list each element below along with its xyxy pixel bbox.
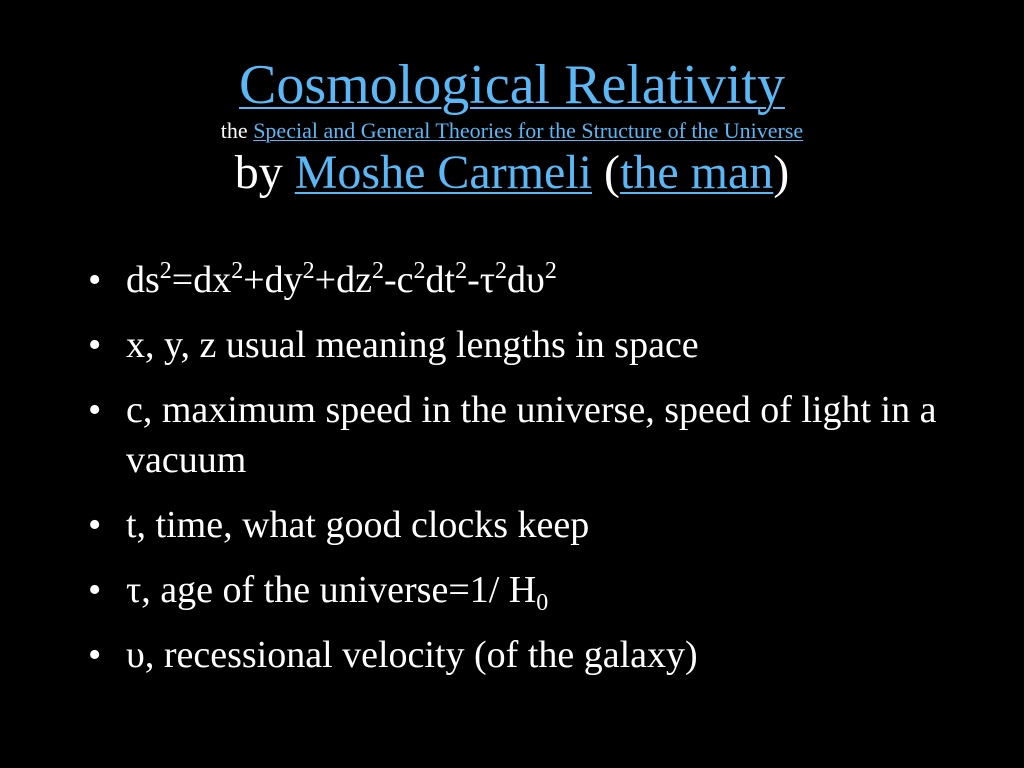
list-item — [84, 320, 964, 370]
hubble-subscript: 0 — [536, 590, 549, 616]
bullet-text: c, maximum speed in the universe, speed of light in a vacuum — [126, 389, 937, 481]
bullet-text: t, time, what good clocks keep — [126, 504, 590, 546]
bullet-icon: • — [88, 634, 102, 676]
title-link[interactable]: Cosmological Relativity — [239, 54, 785, 116]
bullet-icon: • — [88, 259, 102, 301]
bullet-list — [84, 255, 964, 695]
slide-title — [0, 52, 1024, 118]
bullet-icon: • — [88, 504, 102, 546]
bullet-icon: • — [88, 324, 102, 366]
list-item-equation — [84, 255, 964, 305]
author-link[interactable]: Moshe Carmeli — [294, 146, 593, 199]
bullet-icon: • — [88, 389, 102, 431]
subtitle-prefix: the — [220, 118, 248, 143]
metric-equation: $ds^2=dx^2+dy^2+dz^2-c^2dt^2-\tau^2d\upsilon^2$ — [126, 258, 557, 301]
subtitle-link[interactable]: Special and General Theories for the Structure of the Universe — [253, 118, 804, 143]
paren-close: ) — [773, 146, 790, 199]
bullet-text: τ, age of the universe=1/ H — [126, 569, 537, 611]
bullet-text: υ, recessional velocity (of the galaxy) — [126, 634, 698, 676]
list-item — [84, 500, 964, 550]
subtitle — [0, 118, 1024, 144]
paren-open: ( — [604, 146, 620, 199]
list-item — [84, 385, 964, 485]
byline — [0, 144, 1024, 202]
list-item — [84, 565, 964, 615]
byline-prefix: by — [234, 146, 283, 199]
bullet-text: x, y, z usual meaning lengths in space — [126, 324, 699, 366]
bullet-icon: • — [88, 569, 102, 611]
list-item — [84, 630, 964, 680]
title-block — [0, 52, 1024, 202]
the-man-link[interactable]: the man — [620, 146, 774, 199]
